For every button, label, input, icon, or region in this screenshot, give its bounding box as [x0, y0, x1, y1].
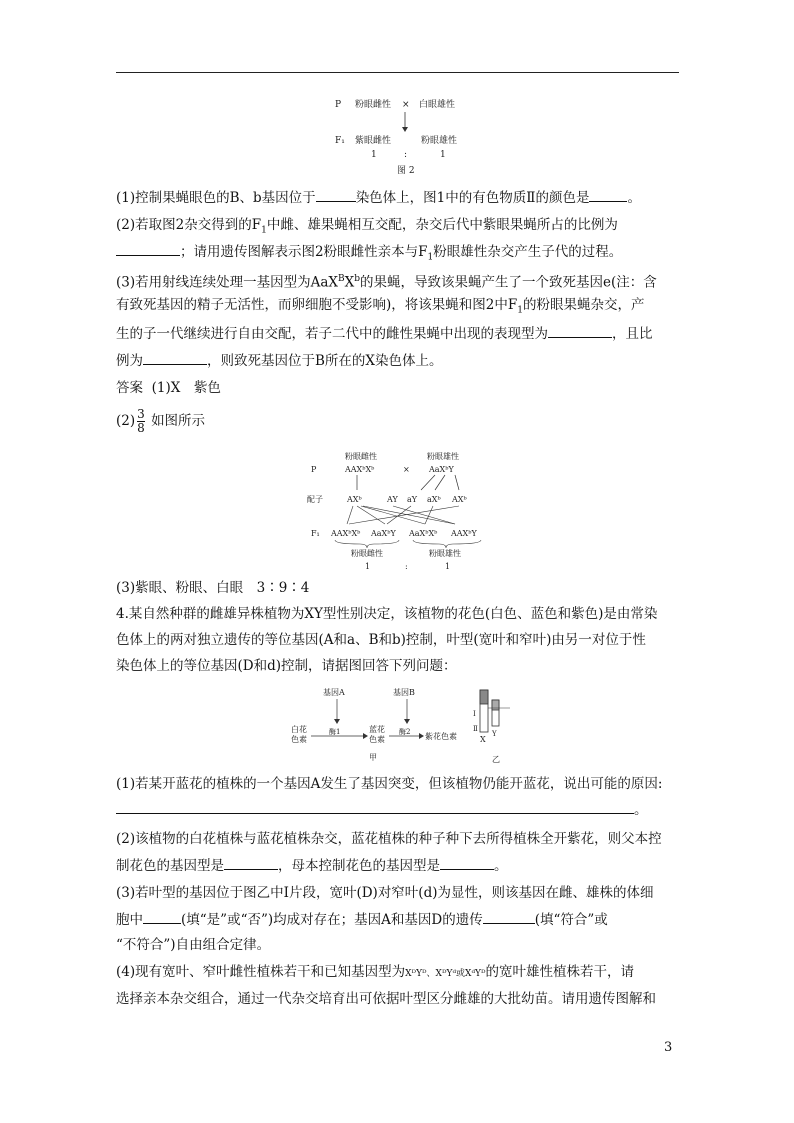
- q4-intro-2: 色体上的两对独立遗传的等位基因(A和a、B和b)控制，叶型(宽叶和窄叶)由另一对位于性: [116, 632, 646, 648]
- cross-gamete-1: AXᵇ: [347, 495, 362, 504]
- q4-p3-blank-2[interactable]: [483, 910, 535, 924]
- q4-p3-text-c: (填“是”或“否”)均成对存在；基因A和基因D的遗传: [181, 912, 483, 928]
- page-number: 3: [664, 1040, 673, 1055]
- q3-text-b: X: [344, 274, 355, 291]
- answer-2-text: 如图所示: [151, 413, 206, 429]
- q4-p2-text-d: 。: [494, 858, 508, 874]
- jia-gene-a: 基因A: [323, 688, 345, 697]
- q1-text-a: (1)控制果蝇眼色的B、b基因位于: [116, 190, 316, 206]
- question-3-line-4: [116, 351, 443, 370]
- jia-enzyme-1: 酶1: [329, 728, 341, 736]
- q3-text-d: 有致死基因的精子无活性，而卵细胞不受影响)，将该果蝇和图2中F: [116, 297, 518, 313]
- q3-text-a: (3)若用射线连续处理一基因型为AaX: [116, 274, 339, 291]
- figure-jia: [285, 684, 465, 766]
- cross-ratio-colon: :: [405, 562, 408, 571]
- q3-text-h: 例为: [116, 353, 143, 369]
- cross-pheno-left: 粉眼雌性: [351, 549, 383, 558]
- jia-gene-b: 基因B: [393, 688, 415, 697]
- question-1: [116, 188, 641, 207]
- cross-gamete-4: aXᵇ: [427, 495, 441, 504]
- cross-f1-label: F₁: [311, 529, 320, 538]
- q3-text-g: ，且比: [612, 326, 653, 342]
- question-3-line-3: [116, 324, 653, 343]
- q2-sub-2: 1: [427, 252, 434, 263]
- answer-label: 答案: [116, 380, 143, 396]
- yi-label-I: Ⅰ: [473, 710, 476, 718]
- q3-blank-2[interactable]: [143, 351, 207, 365]
- fig2-f1-label: F₁: [335, 136, 345, 146]
- fraction-denominator: 8: [137, 421, 145, 435]
- cross-symbol: ×: [403, 465, 410, 474]
- cross-p-left-pheno: 粉眼雌性: [345, 452, 377, 461]
- jia-caption: 甲: [369, 753, 377, 762]
- q4-p1-blank[interactable]: [116, 800, 634, 814]
- q3-sub-1: 1: [517, 305, 523, 316]
- q1-text-c: 。: [627, 190, 641, 206]
- q2-text-a: (2)若取图2杂交得到的F: [116, 217, 262, 233]
- q4-p3-text-b: 胞中: [116, 912, 143, 928]
- question-3-line-2: [116, 296, 644, 320]
- cross-offspring-1: AAXᵇXᵇ: [331, 529, 361, 538]
- jia-white-1: 白花: [291, 725, 307, 734]
- q4-p3-text-d: (填“符合”或: [534, 912, 608, 928]
- q4-p4-text-b: 的宽叶雄性植株若干，请: [485, 964, 635, 980]
- q2-blank[interactable]: [116, 242, 180, 256]
- cross-p-left-geno: AAXᵇXᵇ: [345, 465, 375, 474]
- q4-part-3-b: [116, 910, 608, 929]
- q2-text-d: 粉眼雄性杂交产生子代的过程。: [433, 244, 623, 260]
- cross-ratio-1: 1: [365, 562, 371, 571]
- q4-p2-blank-2[interactable]: [440, 856, 494, 870]
- q4-part-4-a: [116, 963, 634, 983]
- q2-text-c: ；请用遗传图解表示图2粉眼雌性亲本与F: [180, 244, 428, 260]
- answer-line-2: [116, 408, 205, 435]
- q4-part-4-b: 选择亲本杂交组合，通过一代杂交培育出可依据叶型区分雌雄的大批幼苗。请用遗传图解和: [116, 991, 656, 1007]
- fig2-p-left: 粉眼雌性: [355, 100, 392, 110]
- yi-label-Y: Y: [492, 730, 497, 738]
- cross-gamete-5: AXᵇ: [452, 495, 467, 504]
- q4-part-3-a: (3)若叶型的基因位于图乙中Ⅰ片段，宽叶(D)对窄叶(d)为显性，则该基因在雌、雄株的体细: [116, 885, 654, 901]
- cross-gamete-3: aY: [407, 495, 418, 504]
- yi-label-X: X: [480, 735, 486, 744]
- q4-p1-end: 。: [634, 802, 648, 818]
- q4-intro-3: 染色体上的等位基因(D和d)控制，请据图回答下列问题：: [116, 658, 457, 674]
- q3-sup-B: B: [338, 274, 345, 284]
- figure-yi: [470, 686, 520, 768]
- cross-offspring-4: AAXᵇY: [451, 529, 477, 538]
- fig2-caption: 图 2: [397, 166, 415, 176]
- q4-p4-genotypes: XᴰYᴰ、XᴰYᵈ或XᵈYᴰ: [405, 969, 486, 979]
- q4-p2-blank-1[interactable]: [224, 856, 278, 870]
- answer-2-prefix: (2): [116, 413, 136, 429]
- fig2-f1-right: 粉眼雄性: [421, 136, 458, 146]
- q3-blank-1[interactable]: [548, 324, 612, 338]
- q3-sup-b: b: [354, 274, 361, 284]
- q4-intro-1: 4.某自然种群的雌雄异株植物为XY型性别决定，该植物的花色(白色、蓝色和紫色)是由常染: [116, 606, 658, 622]
- figure-2: [325, 95, 475, 180]
- fig2-ratio-right: 1: [440, 150, 446, 160]
- question-3-line-1: [116, 270, 657, 292]
- q4-part-2-a: (2)该植物的白花植株与蓝花植株杂交，蓝花植株的种子种下去所得植株全开紫花，则父本控: [116, 831, 662, 847]
- answer-line-1: [116, 379, 221, 397]
- q4-p4-text-a: (4)现有宽叶、窄叶雌性植株若干和已知基因型为: [116, 964, 406, 980]
- jia-white-2: 色素: [291, 735, 307, 744]
- fraction-numerator: 3: [137, 407, 145, 421]
- header-rule: [116, 72, 679, 73]
- cross-diagram: [305, 450, 505, 575]
- jia-blue-2: 色素: [369, 735, 385, 744]
- jia-blue-1: 蓝花: [369, 725, 385, 734]
- cross-ratio-2: 1: [445, 562, 451, 571]
- q4-p3-blank-1[interactable]: [143, 910, 181, 924]
- q1-blank-2[interactable]: [589, 188, 627, 202]
- q4-part-2-b: [116, 856, 508, 875]
- q4-part-1-a: (1)若某开蓝花的植株的一个基因A发生了基因突变，但该植物仍能开蓝花，说出可能的原因:: [116, 776, 663, 792]
- q3-text-f: 生的子一代继续进行自由交配，若子二代中的雌性果蝇中出现的表现型为: [116, 326, 548, 342]
- q1-text-b: 染色体上，图1中的有色物质Ⅱ的颜色是: [355, 190, 590, 206]
- fig2-cross: ×: [402, 100, 410, 110]
- yi-label-II: Ⅱ: [473, 725, 478, 733]
- fig2-f1-left: 紫眼雌性: [355, 136, 392, 146]
- jia-enzyme-2: 酶2: [399, 728, 411, 736]
- jia-purple: 紫花色素: [425, 732, 457, 741]
- yi-caption: 乙: [492, 755, 500, 764]
- cross-p-right-pheno: 粉眼雄性: [427, 452, 459, 461]
- q4-p2-text-c: ，母本控制花色的基因型是: [278, 858, 440, 874]
- cross-p-right-geno: AaXᵇY: [429, 465, 454, 474]
- q2-sub-1: 1: [261, 225, 267, 236]
- answer-1: (1)X 紫色: [151, 380, 221, 396]
- q1-blank-1[interactable]: [316, 188, 356, 202]
- fig2-ratio-left: 1: [371, 150, 377, 160]
- cross-offspring-3: AaXᵇXᵇ: [409, 529, 438, 538]
- cross-pheno-right: 粉眼雄性: [429, 549, 461, 558]
- q3-text-i: ，则致死基因位于B所在的X染色体上。: [207, 353, 443, 369]
- answer-line-3: [116, 579, 309, 597]
- question-2-line-1: [116, 216, 618, 240]
- cross-p-label: P: [311, 465, 317, 474]
- answer-3: (3)紫眼、粉眼、白眼 3∶9∶4: [116, 580, 310, 596]
- fig2-p-right: 白眼雄性: [419, 100, 456, 110]
- q3-text-e: 的粉眼果蝇杂交，产: [522, 297, 645, 313]
- q4-p2-text-b: 制花色的基因型是: [116, 858, 224, 874]
- cross-lines: [347, 506, 459, 524]
- answer-2-fraction: [137, 408, 145, 435]
- fig2-ratio-colon: :: [404, 150, 408, 160]
- q4-part-3-c: “不符合”)自由组合定律。: [116, 937, 271, 953]
- q2-text-b: 中雌、雄果蝇相互交配，杂交后代中紫眼果蝇所占的比例为: [266, 217, 618, 233]
- fig2-p-label: P: [335, 100, 342, 110]
- q4-part-1-b: [116, 800, 648, 819]
- q3-text-c: 的果蝇，导致该果蝇产生了一个致死基因e(注：含: [360, 274, 657, 291]
- question-2-line-2: [116, 242, 622, 267]
- cross-gamete-2: AY: [387, 495, 398, 504]
- cross-gamete-label: 配子: [307, 495, 323, 504]
- cross-offspring-2: AaXᵇY: [371, 529, 396, 538]
